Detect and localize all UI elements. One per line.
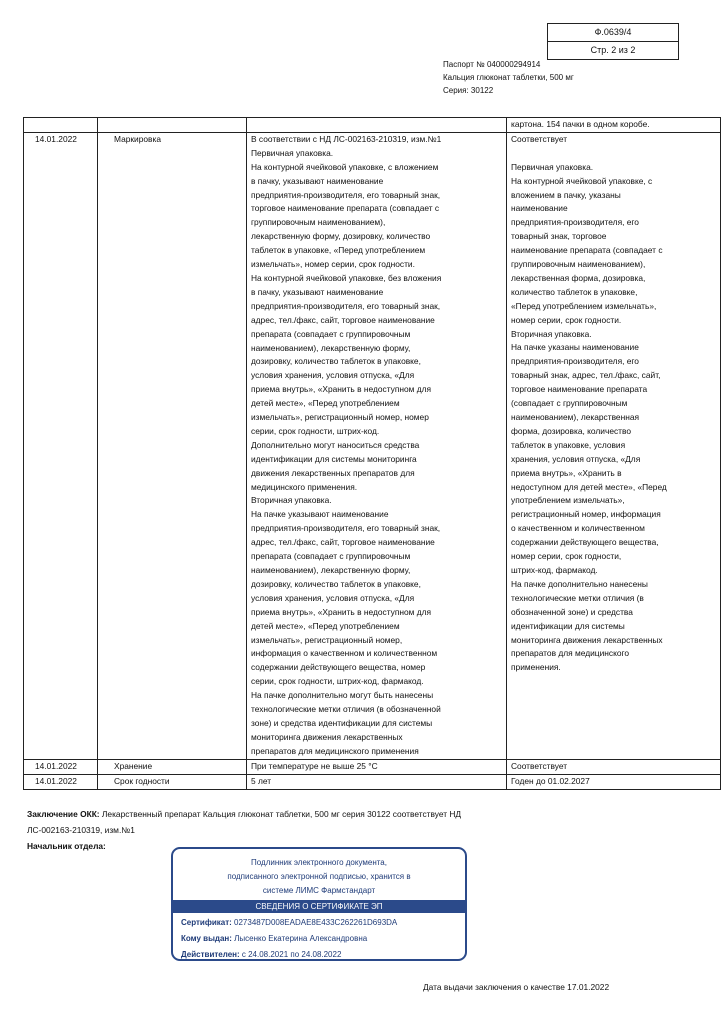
- text-line: лекарственную форму, дозировку, количество: [251, 231, 431, 242]
- text-line: торговое наименование препарата (совпадает с: [251, 203, 440, 214]
- text-line: содержании действующего вещества,: [511, 537, 659, 548]
- text-line: наименованием), лекарственную форму,: [251, 565, 411, 575]
- text-line: препарата (совпадает с группировочным: [251, 328, 411, 339]
- text-line: серии, срок годности, штрих-код.: [251, 425, 380, 436]
- text-line: применения.: [511, 662, 561, 673]
- indicator-cell: [98, 118, 247, 133]
- date-cell: 14.01.2022: [35, 775, 77, 786]
- e-signature-stamp: [171, 847, 467, 961]
- text-line: На контурной ячейковой упаковке, с вложением: [251, 161, 439, 172]
- text-line: На пачке указывают наименование: [251, 509, 389, 520]
- text-line: измельчать», номер серии, срок годности.: [251, 259, 415, 270]
- text-line: мониторинга движения лекарственных: [251, 731, 403, 742]
- text-line: употреблением измельчать»,: [511, 495, 625, 506]
- certificate-header: СВЕДЕНИЯ О СЕРТИФИКАТЕ ЭП: [173, 900, 465, 913]
- issue-date: Дата выдачи заключения о качестве 17.01.2022: [423, 982, 610, 992]
- series-number: Серия: 30122: [443, 86, 494, 95]
- text-line: измельчать», регистрационный номер,: [251, 634, 403, 645]
- stamp-line: подписанного электронной подписью, хранится в: [227, 872, 411, 881]
- text-line: «Перед употреблением измельчать»,: [511, 300, 657, 311]
- text-line: о качественном и количественном: [511, 523, 645, 534]
- text-line: В соответствии с НД ЛС-002163-210319, изм.№1: [251, 133, 442, 144]
- stamp-line: Подлинник электронного документа,: [251, 858, 387, 867]
- table-row: [24, 118, 721, 133]
- text-line: количество таблеток в упаковке,: [511, 286, 638, 297]
- text-line: медицинского применения.: [251, 481, 358, 492]
- text-line: недоступном для детей месте», «Перед: [511, 481, 667, 492]
- text-line: препаратов для медицинского применения: [251, 745, 419, 756]
- text-line: приема внутрь», «Хранить в: [511, 467, 622, 478]
- text-line: измельчать», регистрационный номер, номер: [251, 412, 429, 423]
- owner-row: [181, 931, 465, 947]
- text-line: Годен до 01.02.2027: [511, 775, 590, 786]
- text-line: Дополнительно могут наноситься средства: [251, 439, 420, 450]
- owner-label: Кому выдан:: [181, 934, 232, 943]
- text-line: серии, срок годности, штрих-код, фармакод.: [251, 676, 424, 687]
- text-line: форма, дозировка, количество: [511, 425, 632, 436]
- text-line: препаратов для медицинского: [511, 648, 630, 659]
- requirement-cell: [247, 118, 507, 133]
- result-line: картона. 154 пачки в одном коробе.: [511, 119, 650, 129]
- text-line: Вторичная упаковка.: [251, 495, 332, 506]
- page-number: Стр. 2 из 2: [548, 41, 678, 59]
- text-line: Первичная упаковка.: [251, 147, 334, 158]
- certificate-label: Сертификат:: [181, 918, 232, 927]
- text-line: штрих-код, фармакод.: [511, 564, 598, 575]
- date-cell: [24, 118, 98, 133]
- text-line: движения лекарственных препаратов для: [251, 467, 415, 478]
- form-code: Ф.0639/4: [594, 27, 632, 37]
- form-code-box: [547, 23, 679, 60]
- requirement-cell: [247, 132, 507, 759]
- text-line: содержании действующего вещества, номер: [251, 662, 426, 673]
- department-head-label: Начальник отдела:: [27, 841, 106, 851]
- text-line: регистрационный номер, информация: [511, 509, 661, 520]
- text-line: номер серии, срок годности.: [511, 314, 622, 325]
- result-cell: [507, 774, 721, 789]
- text-line: товарный знак, адрес, тел./факс, сайт,: [511, 370, 661, 381]
- text-line: При температуре не выше 25 °С: [251, 760, 378, 771]
- conclusion-label: Заключение ОКК:: [27, 809, 100, 819]
- test-results-table: [23, 117, 721, 790]
- text-line: информация о качественном и количественном: [251, 648, 438, 659]
- text-line: предприятия-производителя, его товарный знак,: [251, 189, 441, 200]
- validity-row: [181, 947, 465, 963]
- text-line: в пачку, указывают наименование: [251, 175, 384, 186]
- text-line: Соответствует: [511, 760, 568, 771]
- result-cell: [507, 132, 721, 759]
- indicator-cell: Срок годности: [114, 775, 170, 786]
- text-line: группировочным наименованием),: [511, 259, 646, 270]
- text-line: таблеток в упаковке, условия: [511, 439, 626, 450]
- text-line: наименование препарата (совпадает с: [511, 245, 663, 256]
- validity-label: Действителен:: [181, 950, 240, 959]
- text-line: группировочным наименованием),: [251, 217, 386, 228]
- text-line: условия хранения, условия отпуска, «Для: [251, 592, 415, 603]
- text-line: дозировку, количество таблеток в упаковке,: [251, 356, 421, 367]
- text-line: обозначенной зоне) и средства: [511, 606, 633, 617]
- text-line: вложением в пачку, указаны: [511, 189, 621, 200]
- passport-header: [443, 58, 574, 97]
- text-line: адрес, тел./факс, сайт, торговое наименование: [251, 314, 435, 325]
- text-line: наименованием), лекарственную форму,: [251, 342, 411, 353]
- text-line: предприятия-производителя, его: [511, 217, 639, 228]
- text-line: Первичная упаковка.: [511, 161, 594, 172]
- text-line: Вторичная упаковка.: [511, 328, 592, 339]
- text-line: условия хранения, условия отпуска, «Для: [251, 370, 415, 381]
- passport-number: Паспорт № 040000294914: [443, 60, 541, 69]
- text-line: предприятия-производителя, его: [511, 356, 639, 367]
- text-line: торговое наименование препарата: [511, 384, 648, 395]
- conclusion-text: Лекарственный препарат Кальция глюконат таблетки, 500 мг серия 30122 соответствует НД: [99, 809, 462, 819]
- certificate-id: 0273487D008EADAE8E433C262261D693DA: [231, 918, 398, 927]
- owner-name: Лысенко Екатерина Александровна: [231, 934, 368, 943]
- text-line: номер серии, срок годности,: [511, 551, 622, 562]
- date-cell: 14.01.2022: [35, 133, 77, 144]
- requirement-cell: [247, 774, 507, 789]
- indicator-cell: Маркировка: [114, 133, 161, 144]
- text-line: товарный знак, торговое: [511, 231, 607, 242]
- table-row: [24, 759, 721, 774]
- text-line: На пачке дополнительно нанесены: [511, 578, 648, 589]
- text-line: зоне) и средства идентификации для системы: [251, 717, 433, 728]
- text-line: На пачке указаны наименование: [511, 342, 639, 353]
- text-line: На пачке дополнительно могут быть нанесены: [251, 690, 434, 701]
- text-line: лекарственная форма, дозировка,: [511, 272, 646, 283]
- conclusion-text-cont: ЛС-002163-210319, изм.№1: [27, 825, 135, 835]
- certificate-row: [181, 915, 465, 931]
- text-line: технологические метки отличия (в: [511, 592, 644, 603]
- validity-period: с 24.08.2021 по 24.08.2022: [239, 950, 342, 959]
- table-row: [24, 132, 721, 759]
- date-cell: 14.01.2022: [35, 760, 77, 771]
- text-line: На контурной ячейковой упаковке, с: [511, 175, 653, 186]
- text-line: адрес, тел./факс, сайт, торговое наименование: [251, 537, 435, 548]
- requirement-cell: [247, 759, 507, 774]
- text-line: мониторинга движения лекарственных: [511, 634, 663, 645]
- result-cell: [507, 118, 721, 133]
- text-line: предприятия-производителя, его товарный знак,: [251, 300, 441, 311]
- text-line: На контурной ячейковой упаковке, без вложения: [251, 272, 442, 283]
- text-line: в пачку, указывают наименование: [251, 286, 384, 297]
- text-line: Соответствует: [511, 133, 568, 144]
- stamp-line: системе ЛИМС Фармстандарт: [262, 886, 376, 895]
- text-line: хранения, условия отпуска, «Для: [511, 453, 641, 464]
- text-line: идентификации для системы мониторинга: [251, 453, 417, 464]
- text-line: предприятия-производителя, его товарный знак,: [251, 523, 441, 534]
- text-line: наименованием), лекарственная: [511, 412, 640, 423]
- text-line: (совпадает с группировочным: [511, 398, 628, 409]
- text-line: 5 лет: [251, 775, 272, 786]
- indicator-cell: Хранение: [114, 760, 153, 771]
- result-cell: [507, 759, 721, 774]
- text-line: [511, 147, 716, 161]
- text-line: наименование: [511, 203, 568, 214]
- text-line: приема внутрь», «Хранить в недоступном для: [251, 384, 432, 395]
- text-line: приема внутрь», «Хранить в недоступном для: [251, 606, 432, 617]
- table-row: [24, 774, 721, 789]
- text-line: дозировку, количество таблеток в упаковке,: [251, 578, 421, 589]
- product-name: Кальция глюконат таблетки, 500 мг: [443, 73, 574, 82]
- text-line: детей месте», «Перед употреблением: [251, 398, 400, 409]
- text-line: препарата (совпадает с группировочным: [251, 551, 411, 562]
- text-line: детей месте», «Перед употреблением: [251, 620, 400, 631]
- text-line: идентификации для системы: [511, 620, 625, 631]
- text-line: таблеток в упаковке, «Перед употреблением: [251, 245, 426, 256]
- text-line: технологические метки отличия (в обозначенной: [251, 704, 441, 715]
